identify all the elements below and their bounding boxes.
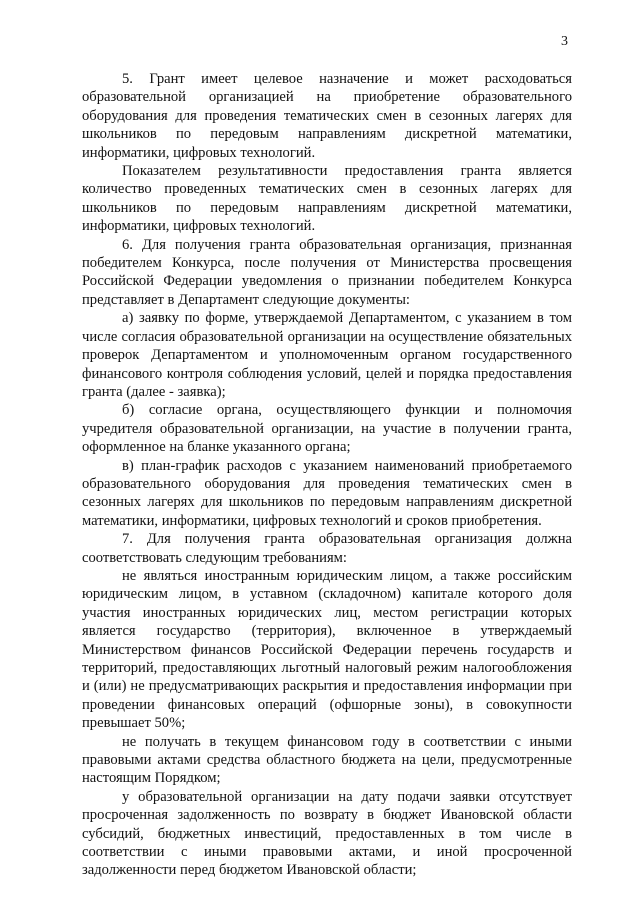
document-body	[82, 70, 572, 880]
requirement-1: не являться иностранным юридическим лицом, а также российским юридическим лицом, в уставном (складочном) капитале которого доля участия иностранных юридических лиц, местом регистрации которых является государство (территория), включенное в утверждаемый Министерством финансов Российской Федерации перечень государств и территорий, предоставляющих льготный налоговый режим налогообложения и (или) не предусматривающих раскрытия и предоставления информации при проведении финансовых операций (офшорные зоны), в совокупности превышает 50%;	[82, 567, 572, 732]
paragraph-7: 7. Для получения гранта образовательная организация должна соответствовать следующим требованиям:	[82, 531, 572, 566]
paragraph-6: 6. Для получения гранта образовательная организация, признанная победителем Конкурса, после получения от Министерства просвещения Российской Федерации уведомления о признании победителем Конкурса представляет в Департамент следующие документы:	[82, 236, 572, 308]
list-item-v: в) план-график расходов с указанием наименований приобретаемого образовательного оборудования для проведения тематических смен в сезонных лагерях для школьников по передовым направлениям дискретной математики, информатики, цифровых технологий и сроков приобретения.	[82, 457, 572, 529]
list-item-b: б) согласие органа, осуществляющего функции и полномочия учредителя образовательной организации, на участие в получении гранта, оформленное на бланке указанного органа;	[82, 402, 572, 456]
requirement-2: не получать в текущем финансовом году в соответствии с иными правовыми актами средства областного бюджета на цели, предусмотренные настоящим Порядком;	[82, 733, 572, 787]
paragraph-performance-indicator: Показателем результативности предоставления гранта является количество проведенных тематических смен в сезонных лагерях для школьников по передовым направлениям дискретной математики, информатики, цифровых технологий.	[82, 163, 572, 235]
paragraph-5: 5. Грант имеет целевое назначение и может расходоваться образовательной организацией на приобретение образовательного оборудования для проведения тематических смен в сезонных лагерях для школьников по передовым направлениям дискретной математики, информатики, цифровых технологий.	[82, 71, 572, 161]
page-number: 3	[561, 34, 568, 49]
list-item-a: а) заявку по форме, утверждаемой Департаментом, с указанием в том числе согласия образовательной организации на осуществление обязательных проверок Департаментом и уполномоченным органом государственного финансового контроля соблюдения условий, целей и порядка предоставления гранта (далее - заявка);	[82, 310, 572, 400]
requirement-3: у образовательной организации на дату подачи заявки отсутствует просроченная задолженность по возврату в бюджет Ивановской области субсидий, бюджетных инвестиций, предоставленных в том числе в соответствии с иными правовыми актами, и иной просроченной задолженности перед бюджетом Ивановской области;	[82, 788, 572, 879]
